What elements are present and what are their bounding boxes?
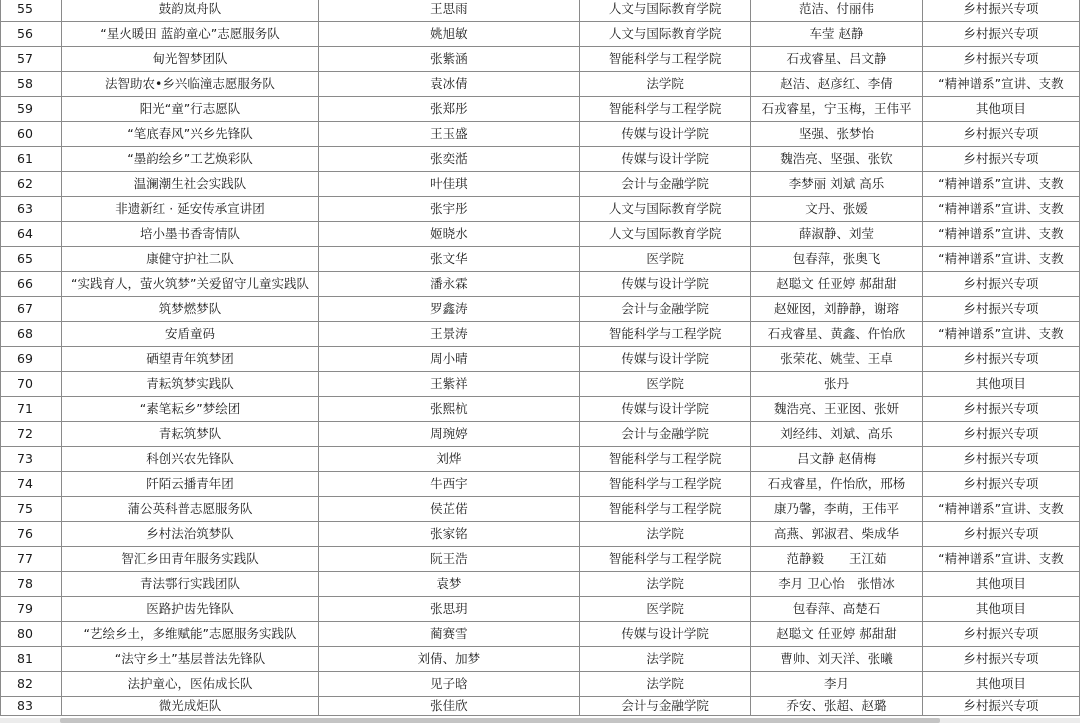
row-number-cell: 79 <box>1 597 62 622</box>
team-name-cell: “墨韵绘乡”工艺焕彩队 <box>62 147 319 172</box>
advisors-cell: 石戎睿星，宁玉梅，王伟平 <box>751 97 923 122</box>
college-name-cell: 医学院 <box>579 372 750 397</box>
team-name-cell: 法护童心，医佑成长队 <box>62 672 319 697</box>
college-name-cell: 传媒与设计学院 <box>579 347 750 372</box>
college-name-cell: 法学院 <box>579 522 750 547</box>
leader-name-cell: 姬晓水 <box>318 222 579 247</box>
advisors-cell: 范洁、付丽伟 <box>751 0 923 22</box>
table-row <box>1 197 1080 222</box>
leader-name-cell: 侯芷偌 <box>318 497 579 522</box>
project-category-cell: “精神谱系”宣讲、支教 <box>922 72 1079 97</box>
team-name-cell: “素笔耘乡”梦绘团 <box>62 397 319 422</box>
team-name-cell: 医路护齿先锋队 <box>62 597 319 622</box>
team-name-cell: 蒲公英科普志愿服务队 <box>62 497 319 522</box>
project-category-cell: 乡村振兴专项 <box>922 297 1079 322</box>
project-category-cell: 乡村振兴专项 <box>922 347 1079 372</box>
project-category-cell: “精神谱系”宣讲、支教 <box>922 547 1079 572</box>
row-number-cell: 67 <box>1 297 62 322</box>
project-category-cell: 其他项目 <box>922 572 1079 597</box>
advisors-cell: 乔安、张超、赵璐 <box>751 697 923 716</box>
horizontal-scrollbar[interactable] <box>0 718 1080 723</box>
project-category-cell: 乡村振兴专项 <box>922 622 1079 647</box>
team-name-cell: 微光成炬队 <box>62 697 319 716</box>
scrollbar-thumb[interactable] <box>60 718 940 723</box>
row-number-cell: 55 <box>1 0 62 22</box>
row-number-cell: 62 <box>1 172 62 197</box>
table-row <box>1 497 1080 522</box>
advisors-cell: 赵聪文 任亚婷 郝甜甜 <box>751 272 923 297</box>
table-row <box>1 322 1080 347</box>
row-number-cell: 74 <box>1 472 62 497</box>
table-row <box>1 522 1080 547</box>
advisors-cell: 曹帅、刘天洋、张曦 <box>751 647 923 672</box>
project-category-cell: 乡村振兴专项 <box>922 22 1079 47</box>
table-row <box>1 547 1080 572</box>
college-name-cell: 人文与国际教育学院 <box>579 197 750 222</box>
table-row <box>1 397 1080 422</box>
advisors-cell: 薛淑静、刘莹 <box>751 222 923 247</box>
project-category-cell: 乡村振兴专项 <box>922 47 1079 72</box>
project-category-cell: “精神谱系”宣讲、支教 <box>922 322 1079 347</box>
table-row <box>1 597 1080 622</box>
college-name-cell: 人文与国际教育学院 <box>579 0 750 22</box>
table-row <box>1 122 1080 147</box>
college-name-cell: 传媒与设计学院 <box>579 122 750 147</box>
row-number-cell: 81 <box>1 647 62 672</box>
table-row <box>1 222 1080 247</box>
row-number-cell: 69 <box>1 347 62 372</box>
row-number-cell: 56 <box>1 22 62 47</box>
advisors-cell: 李月 卫心怡 张惜冰 <box>751 572 923 597</box>
advisors-cell: 赵洁、赵彦红、李倩 <box>751 72 923 97</box>
advisors-cell: 赵聪文 任亚婷 郝甜甜 <box>751 622 923 647</box>
college-name-cell: 智能科学与工程学院 <box>579 472 750 497</box>
team-name-cell: 乡村法治筑梦队 <box>62 522 319 547</box>
team-name-cell: 甸光智梦团队 <box>62 47 319 72</box>
leader-name-cell: 罗鑫涛 <box>318 297 579 322</box>
team-name-cell: 智汇乡田青年服务实践队 <box>62 547 319 572</box>
team-name-cell: 硒望青年筑梦团 <box>62 347 319 372</box>
leader-name-cell: 王景涛 <box>318 322 579 347</box>
college-name-cell: 法学院 <box>579 647 750 672</box>
team-name-cell: 安盾童码 <box>62 322 319 347</box>
table-row <box>1 672 1080 697</box>
leader-name-cell: 张佳欣 <box>318 697 579 716</box>
table-row <box>1 347 1080 372</box>
college-name-cell: 法学院 <box>579 672 750 697</box>
row-number-cell: 77 <box>1 547 62 572</box>
leader-name-cell: 牛西宇 <box>318 472 579 497</box>
leader-name-cell: 张宇彤 <box>318 197 579 222</box>
college-name-cell: 医学院 <box>579 247 750 272</box>
row-number-cell: 59 <box>1 97 62 122</box>
project-category-cell: 乡村振兴专项 <box>922 272 1079 297</box>
row-number-cell: 72 <box>1 422 62 447</box>
project-category-cell: 其他项目 <box>922 97 1079 122</box>
row-number-cell: 68 <box>1 322 62 347</box>
college-name-cell: 智能科学与工程学院 <box>579 447 750 472</box>
project-category-cell: 乡村振兴专项 <box>922 147 1079 172</box>
leader-name-cell: 刘倩、加梦 <box>318 647 579 672</box>
advisors-cell: 张丹 <box>751 372 923 397</box>
row-number-cell: 66 <box>1 272 62 297</box>
project-category-cell: 乡村振兴专项 <box>922 647 1079 672</box>
team-name-cell: “星火暖田 蓝韵童心”志愿服务队 <box>62 22 319 47</box>
table-row <box>1 447 1080 472</box>
college-name-cell: 会计与金融学院 <box>579 172 750 197</box>
college-name-cell: 会计与金融学院 <box>579 422 750 447</box>
row-number-cell: 57 <box>1 47 62 72</box>
team-name-cell: 筑梦燃梦队 <box>62 297 319 322</box>
advisors-cell: 刘经纬、刘斌、高乐 <box>751 422 923 447</box>
college-name-cell: 人文与国际教育学院 <box>579 222 750 247</box>
leader-name-cell: 张奕湉 <box>318 147 579 172</box>
college-name-cell: 传媒与设计学院 <box>579 622 750 647</box>
leader-name-cell: 周小晴 <box>318 347 579 372</box>
college-name-cell: 会计与金融学院 <box>579 297 750 322</box>
row-number-cell: 71 <box>1 397 62 422</box>
advisors-cell: 康乃馨，李萌，王伟平 <box>751 497 923 522</box>
team-name-cell: 阳光“童”行志愿队 <box>62 97 319 122</box>
college-name-cell: 传媒与设计学院 <box>579 397 750 422</box>
team-name-cell: 非遗新红 · 延安传承宣讲团 <box>62 197 319 222</box>
project-category-cell: 其他项目 <box>922 672 1079 697</box>
college-name-cell: 医学院 <box>579 597 750 622</box>
table-row <box>1 272 1080 297</box>
leader-name-cell: 张思玥 <box>318 597 579 622</box>
leader-name-cell: 王紫祥 <box>318 372 579 397</box>
team-name-cell: “艺绘乡土，多维赋能”志愿服务实践队 <box>62 622 319 647</box>
advisors-cell: 包春萍，张奥飞 <box>751 247 923 272</box>
team-name-cell: 青耘筑梦实践队 <box>62 372 319 397</box>
team-name-cell: 鼓韵岚舟队 <box>62 0 319 22</box>
table-row <box>1 172 1080 197</box>
row-number-cell: 63 <box>1 197 62 222</box>
team-name-cell: 青耘筑梦队 <box>62 422 319 447</box>
row-number-cell: 83 <box>1 697 62 716</box>
team-name-cell: 法智助农•乡兴临潼志愿服务队 <box>62 72 319 97</box>
advisors-cell: 张荣花、姚莹、王卓 <box>751 347 923 372</box>
leader-name-cell: 张紫涵 <box>318 47 579 72</box>
leader-name-cell: 见子晗 <box>318 672 579 697</box>
leader-name-cell: 潘永霖 <box>318 272 579 297</box>
college-name-cell: 法学院 <box>579 572 750 597</box>
project-category-cell: 其他项目 <box>922 597 1079 622</box>
table-row <box>1 372 1080 397</box>
college-name-cell: 智能科学与工程学院 <box>579 497 750 522</box>
team-name-cell: “法守乡土”基层普法先锋队 <box>62 647 319 672</box>
project-category-cell: 乡村振兴专项 <box>922 472 1079 497</box>
advisors-cell: 李梦丽 刘斌 高乐 <box>751 172 923 197</box>
project-category-cell: 乡村振兴专项 <box>922 522 1079 547</box>
team-name-cell: 康健守护社二队 <box>62 247 319 272</box>
leader-name-cell: 蔺赛雪 <box>318 622 579 647</box>
leader-name-cell: 张文华 <box>318 247 579 272</box>
row-number-cell: 61 <box>1 147 62 172</box>
leader-name-cell: 袁梦 <box>318 572 579 597</box>
table-row <box>1 297 1080 322</box>
row-number-cell: 82 <box>1 672 62 697</box>
table-row <box>1 22 1080 47</box>
project-category-cell: 乡村振兴专项 <box>922 0 1079 22</box>
project-category-cell: 乡村振兴专项 <box>922 397 1079 422</box>
table-row <box>1 697 1080 716</box>
college-name-cell: 会计与金融学院 <box>579 697 750 716</box>
row-number-cell: 58 <box>1 72 62 97</box>
college-name-cell: 传媒与设计学院 <box>579 272 750 297</box>
leader-name-cell: 刘烨 <box>318 447 579 472</box>
advisors-cell: 文丹、张媛 <box>751 197 923 222</box>
project-category-cell: “精神谱系”宣讲、支教 <box>922 222 1079 247</box>
team-name-cell: 青法鄠行实践团队 <box>62 572 319 597</box>
table-row <box>1 247 1080 272</box>
project-category-cell: “精神谱系”宣讲、支教 <box>922 197 1079 222</box>
advisors-cell: 包春萍、高楚石 <box>751 597 923 622</box>
leader-name-cell: 袁冰倩 <box>318 72 579 97</box>
team-name-cell: “笔底春风”兴乡先锋队 <box>62 122 319 147</box>
leader-name-cell: 姚旭敏 <box>318 22 579 47</box>
project-category-cell: 乡村振兴专项 <box>922 447 1079 472</box>
leader-name-cell: 叶佳琪 <box>318 172 579 197</box>
project-category-cell: “精神谱系”宣讲、支教 <box>922 247 1079 272</box>
college-name-cell: 人文与国际教育学院 <box>579 22 750 47</box>
leader-name-cell: 王玉盛 <box>318 122 579 147</box>
team-name-cell: 阡陌云播青年团 <box>62 472 319 497</box>
college-name-cell: 智能科学与工程学院 <box>579 322 750 347</box>
table-row <box>1 0 1080 22</box>
leader-name-cell: 张郑彤 <box>318 97 579 122</box>
leader-name-cell: 周琬婷 <box>318 422 579 447</box>
table-row <box>1 147 1080 172</box>
row-number-cell: 64 <box>1 222 62 247</box>
leader-name-cell: 张熙杭 <box>318 397 579 422</box>
table-row <box>1 622 1080 647</box>
advisors-cell: 高燕、郭淑君、柴成华 <box>751 522 923 547</box>
college-name-cell: 法学院 <box>579 72 750 97</box>
leader-name-cell: 张家铭 <box>318 522 579 547</box>
leader-name-cell: 阮王浩 <box>318 547 579 572</box>
row-number-cell: 80 <box>1 622 62 647</box>
team-name-cell: “实践育人，萤火筑梦”关爱留守儿童实践队 <box>62 272 319 297</box>
advisors-cell: 赵娅囡，刘静静，谢瑢 <box>751 297 923 322</box>
project-category-cell: 乡村振兴专项 <box>922 122 1079 147</box>
advisors-cell: 范静毅 王江茹 <box>751 547 923 572</box>
advisors-cell: 石戎睿星、黄鑫、仵怡欣 <box>751 322 923 347</box>
row-number-cell: 70 <box>1 372 62 397</box>
row-number-cell: 75 <box>1 497 62 522</box>
team-name-cell: 培小墨书香寄情队 <box>62 222 319 247</box>
table-row <box>1 97 1080 122</box>
table-row <box>1 472 1080 497</box>
row-number-cell: 73 <box>1 447 62 472</box>
table-row <box>1 422 1080 447</box>
table-body <box>1 0 1080 716</box>
project-category-cell: 其他项目 <box>922 372 1079 397</box>
table-row <box>1 572 1080 597</box>
row-number-cell: 60 <box>1 122 62 147</box>
advisors-cell: 车莹 赵静 <box>751 22 923 47</box>
project-category-cell: 乡村振兴专项 <box>922 422 1079 447</box>
row-number-cell: 76 <box>1 522 62 547</box>
team-name-cell: 科创兴农先锋队 <box>62 447 319 472</box>
college-name-cell: 智能科学与工程学院 <box>579 97 750 122</box>
table-row <box>1 47 1080 72</box>
advisors-cell: 魏浩亮、坚强、张钦 <box>751 147 923 172</box>
college-name-cell: 智能科学与工程学院 <box>579 547 750 572</box>
project-category-cell: “精神谱系”宣讲、支教 <box>922 497 1079 522</box>
advisors-cell: 石戎睿星、吕文静 <box>751 47 923 72</box>
advisors-cell: 魏浩亮、王亚囡、张妍 <box>751 397 923 422</box>
college-name-cell: 智能科学与工程学院 <box>579 47 750 72</box>
advisors-cell: 石戎睿星，仵怡欣，邢杨 <box>751 472 923 497</box>
table-row <box>1 647 1080 672</box>
row-number-cell: 78 <box>1 572 62 597</box>
advisors-cell: 坚强、张梦怡 <box>751 122 923 147</box>
table-row <box>1 72 1080 97</box>
college-name-cell: 传媒与设计学院 <box>579 147 750 172</box>
project-category-cell: “精神谱系”宣讲、支教 <box>922 172 1079 197</box>
row-number-cell: 65 <box>1 247 62 272</box>
leader-name-cell: 王思雨 <box>318 0 579 22</box>
advisors-cell: 李月 <box>751 672 923 697</box>
project-category-cell: 乡村振兴专项 <box>922 697 1079 716</box>
team-name-cell: 温澜潮生社会实践队 <box>62 172 319 197</box>
advisors-cell: 吕文静 赵倩梅 <box>751 447 923 472</box>
